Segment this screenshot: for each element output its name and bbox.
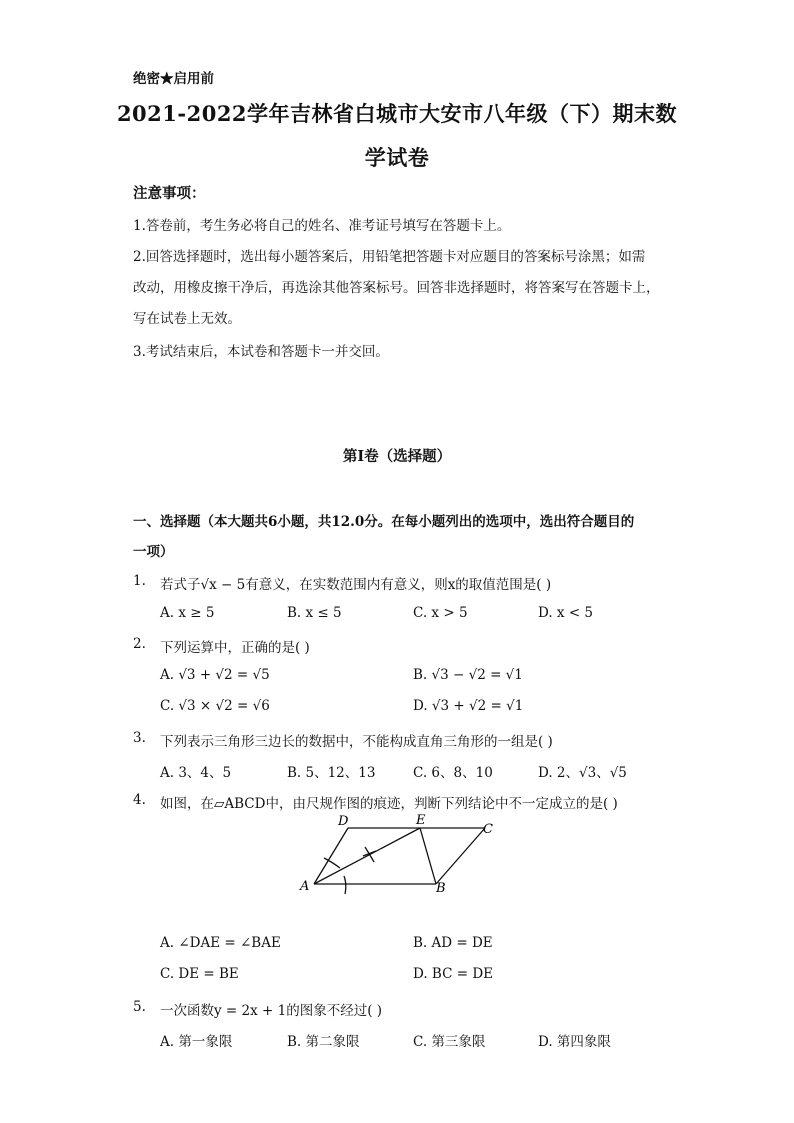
question-2-option-a: A. √3 + √2 = √5 bbox=[160, 667, 270, 683]
question-4-option-d: D. BC = DE bbox=[413, 966, 493, 982]
notice-item-2-line1: 2.回答选择题时，选出每小题答案后，用铅笔把答题卡对应题目的答案标号涂黑；如需 bbox=[133, 249, 646, 265]
question-5-option-c: C. 第三象限 bbox=[413, 1034, 486, 1050]
question-5-text: 一次函数y = 2x + 1的图象不经过( ) bbox=[160, 1003, 383, 1019]
question-3-text: 下列表示三角形三边长的数据中，不能构成直角三角形的一组是( ) bbox=[160, 734, 553, 750]
segment-eb bbox=[420, 828, 436, 884]
notice-item-2-line2: 改动，用橡皮擦干净后，再选涂其他答案标号。回答非选择题时，将答案写在答题卡上， bbox=[133, 280, 660, 296]
question-1-option-c: C. x > 5 bbox=[413, 605, 468, 621]
segment-ae bbox=[314, 828, 420, 884]
section-title: 第I卷（选择题） bbox=[342, 448, 452, 465]
question-1-text: 若式子√x − 5有意义，在实数范围内有意义，则x的取值范围是( ) bbox=[160, 577, 552, 593]
question-2-option-b: B. √3 − √2 = √1 bbox=[413, 667, 523, 683]
question-5-option-a: A. 第一象限 bbox=[160, 1034, 233, 1050]
question-4-option-c: C. DE = BE bbox=[160, 966, 239, 982]
parallelogram-figure bbox=[290, 810, 510, 910]
question-3-option-c: C. 6、8、10 bbox=[413, 765, 493, 781]
question-4-option-a: A. ∠DAE = ∠BAE bbox=[160, 935, 281, 951]
label-d: D bbox=[338, 814, 349, 829]
question-2-number: 2. bbox=[133, 636, 146, 652]
label-b: B bbox=[436, 881, 446, 896]
question-1-option-b: B. x ≤ 5 bbox=[287, 605, 342, 621]
edge-cb bbox=[436, 828, 485, 884]
question-4-option-b: B. AD = DE bbox=[413, 935, 493, 951]
exam-title-line1: 2021-2022学年吉林省白城市大安市八年级（下）期末数 bbox=[116, 101, 678, 126]
exam-title-line2: 学试卷 bbox=[364, 145, 430, 170]
notice-item-1: 1.答卷前，考生务必将自己的姓名、准考证号填写在答题卡上。 bbox=[133, 218, 511, 234]
question-2-option-c: C. √3 × √2 = √6 bbox=[160, 698, 270, 714]
question-1-number: 1. bbox=[133, 573, 146, 589]
question-3-option-d: D. 2、√3、√5 bbox=[538, 765, 627, 781]
notice-heading: 注意事项： bbox=[133, 185, 206, 202]
question-5-number: 5. bbox=[133, 999, 146, 1015]
question-5-option-b: B. 第二象限 bbox=[287, 1034, 360, 1050]
question-3-option-b: B. 5、12、13 bbox=[287, 765, 376, 781]
label-c: C bbox=[483, 822, 493, 837]
label-a: A bbox=[300, 879, 310, 894]
question-1-option-a: A. x ≥ 5 bbox=[160, 605, 215, 621]
question-5-option-d: D. 第四象限 bbox=[538, 1034, 611, 1050]
notice-item-2-line3: 写在试卷上无效。 bbox=[133, 311, 241, 327]
label-e: E bbox=[416, 813, 426, 828]
question-4-text: 如图，在▱ABCD中，由尺规作图的痕迹，判断下列结论中不一定成立的是( ) bbox=[160, 796, 618, 812]
question-3-option-a: A. 3、4、5 bbox=[160, 765, 232, 781]
question-2-text: 下列运算中，正确的是( ) bbox=[160, 640, 310, 656]
question-2-option-d: D. √3 + √2 = √1 bbox=[413, 698, 524, 714]
confidential-label: 绝密★启用前 bbox=[133, 71, 214, 87]
question-1-option-d: D. x < 5 bbox=[538, 605, 594, 621]
question-3-number: 3. bbox=[133, 730, 146, 746]
part1-heading-line1: 一、选择题（本大题共6小题，共12.0分。在每小题列出的选项中，选出符合题目的 bbox=[133, 514, 635, 530]
part1-heading-line2: 一项） bbox=[133, 544, 174, 560]
question-4-number: 4. bbox=[133, 792, 146, 808]
arc-mark-ab bbox=[344, 876, 346, 894]
notice-item-3: 3.考试结束后，本试卷和答题卡一并交回。 bbox=[133, 344, 389, 360]
